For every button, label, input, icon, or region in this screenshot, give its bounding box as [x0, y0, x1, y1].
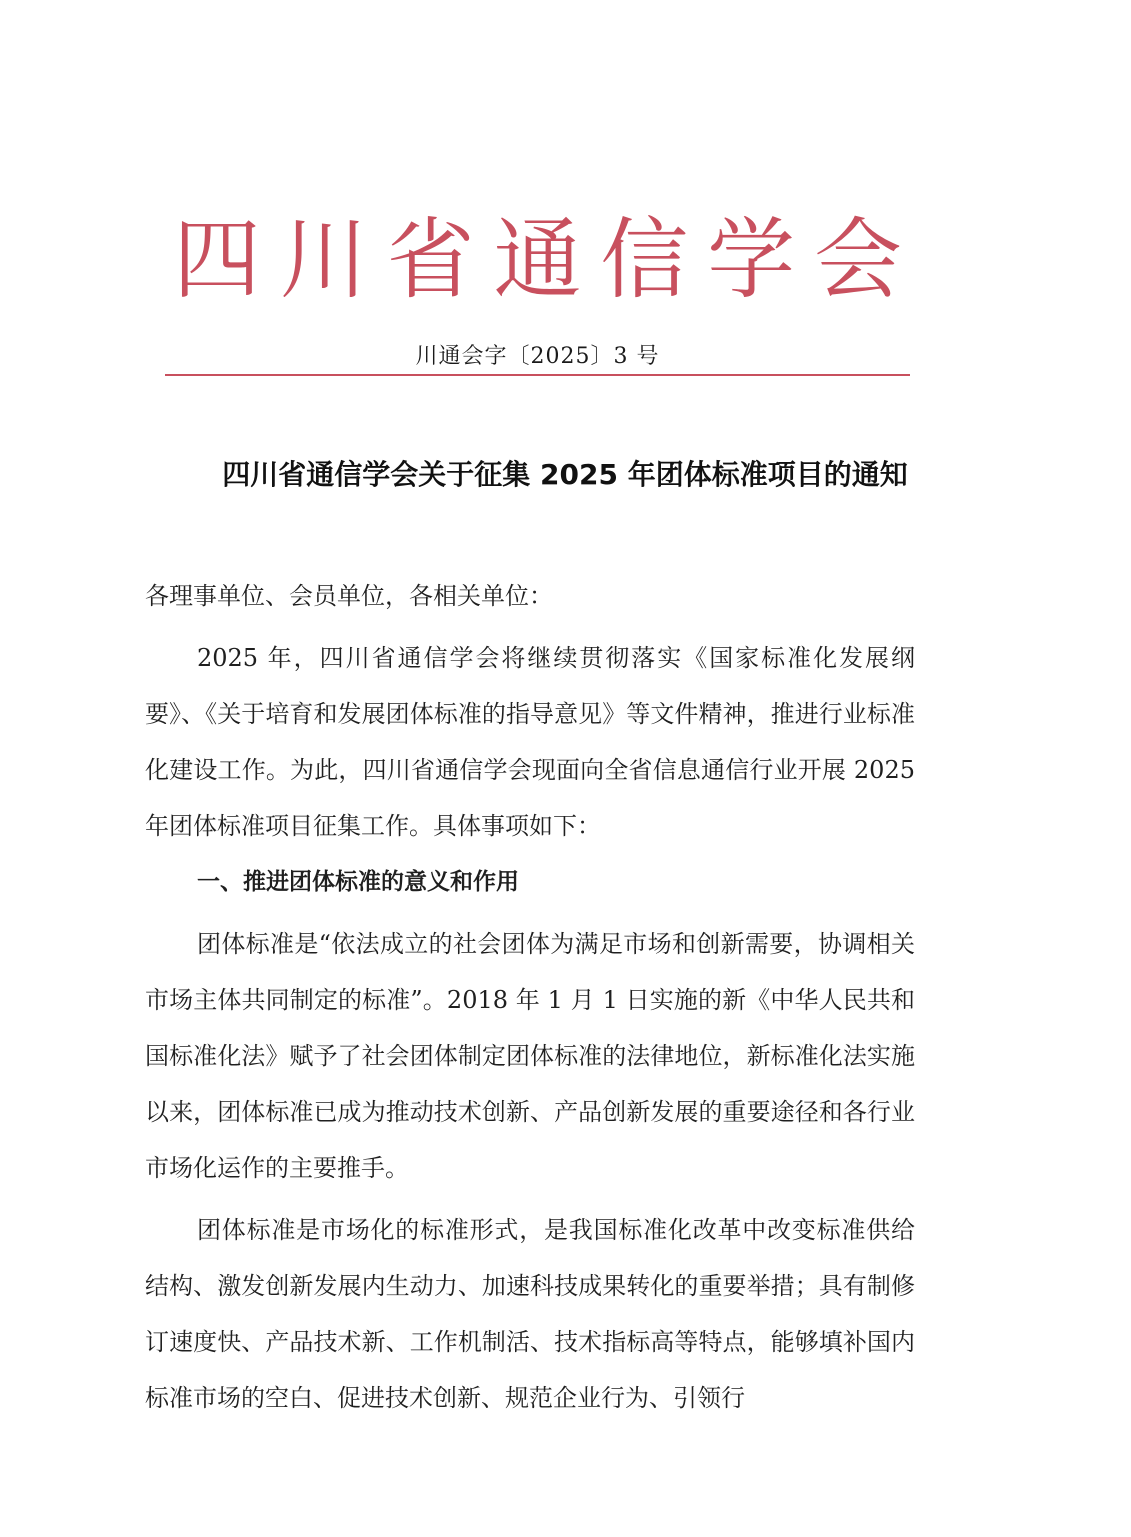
letterhead-title	[165, 205, 910, 315]
letterhead-char: 四	[172, 208, 261, 311]
red-divider-line	[165, 374, 910, 376]
letterhead-char: 会	[813, 208, 902, 311]
letterhead-char: 省	[386, 208, 475, 311]
letterhead-char: 信	[600, 208, 689, 311]
letterhead-char: 川	[279, 208, 368, 311]
paragraph-intro: 2025 年，四川省通信学会将继续贯彻落实《国家标准化发展纲要》、《关于培育和发展团体标准的指导意见》等文件精神，推进行业标准化建设工作。为此，四川省通信学会现面向全省信息通信行业开展 2025 年团体标准项目征集工作。具体事项如下：	[145, 644, 915, 840]
letterhead-char: 学	[707, 208, 796, 311]
notice-body	[145, 568, 915, 1426]
paragraph-definition: 团体标准是“依法成立的社会团体为满足市场和创新需要，协调相关市场主体共同制定的标准”。2018 年 1 月 1 日实施的新《中华人民共和国标准化法》赋予了社会团体制定团体标准的法律地位，新标准化法实施以来，团体标准已成为推动技术创新、产品创新发展的重要途径和各行业市场化运作的主要推手。	[145, 930, 915, 1182]
paragraph-significance: 团体标准是市场化的标准形式，是我国标准化改革中改变标准供给结构、激发创新发展内生动力、加速科技成果转化的重要举措；具有制修订速度快、产品技术新、工作机制活、技术指标高等特点，能够填补国内标准市场的空白、促进技术创新、规范企业行为、引领行	[145, 1216, 915, 1412]
notice-title: 四川省通信学会关于征集 2025 年团体标准项目的通知	[222, 458, 908, 491]
document-number: 川通会字〔2025〕3 号	[415, 344, 660, 369]
letterhead-char: 通	[493, 208, 582, 311]
salutation: 各理事单位、会员单位，各相关单位：	[145, 582, 553, 610]
section-heading-1: 一、推进团体标准的意义和作用	[197, 869, 519, 895]
